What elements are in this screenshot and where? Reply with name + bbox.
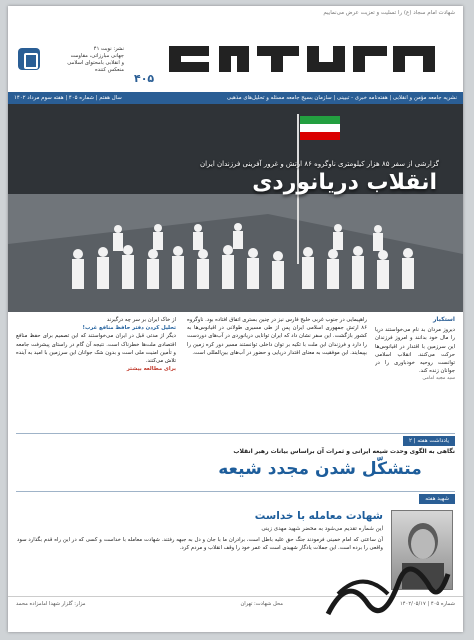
info-line: جهانی مبارزاتی، مقاومت bbox=[70, 53, 124, 59]
issue-date: سال هفتم | شماره ۴۰۵ | هفته سوم مرداد ۱۴۰۲ bbox=[14, 95, 122, 101]
column-left bbox=[16, 316, 176, 506]
footer-issue: شماره ۴۰۵ | ۱۴۰۲/۰۵/۱۷ bbox=[399, 601, 455, 607]
column-text: راهپیمایی در جنوب غربی خلیج فارس نیز در چنین بستری اتفاق افتاده بود. ناوگروه ۸۶ ارتش جمهوری اسلامی ایران پس از طی مسیری طولانی در اقیانوس‌ها به کشور بازگشت. این سفر نشان داد که ایران توانایی دریانوردی در آب‌های دوردست را دارد و فرزندان این ملت با تکیه بر توان داخلی توانستند مسیر دور کره زمین را بپیمایند. این موفقیت به معنای اقتدار دریایی و حضور در آب‌های بین‌المللی است. bbox=[187, 317, 367, 356]
info-line: و انقلابی بامحتوای اسلامی bbox=[67, 60, 124, 66]
newspaper-page bbox=[8, 6, 463, 632]
footer-place: محل شهادت: تهران bbox=[240, 601, 283, 607]
masthead-logo bbox=[159, 28, 449, 86]
column-middle bbox=[187, 316, 367, 431]
section-divider bbox=[16, 491, 455, 492]
read-more-link[interactable]: برای مطالعه بیشتر bbox=[126, 366, 176, 373]
hero-photo bbox=[8, 104, 463, 312]
hero-kicker: گزارشی از سفر ۸۵ هزار کیلومتری ناوگروه ۸۶ ارتش و غرور آفرینی فرزندان ایران bbox=[199, 160, 439, 168]
section-tag-note: یادداشت هفته | ۲ bbox=[403, 436, 455, 446]
footer-burial: مزار: گلزار شهدا امامزاده محمد bbox=[16, 601, 86, 607]
author-signature: سید مجید امامی bbox=[422, 376, 455, 382]
note-title: متشکّل شدن مجدد شیعه bbox=[218, 459, 422, 479]
publisher-info bbox=[46, 46, 124, 74]
martyr-story-title: شهادت معامله با خداست bbox=[254, 510, 383, 522]
martyr-story-text: آن ساعتی که امام خمینی فرمودند جنگ حق علیه باطل است، برادران ما با جان و دل به جبهه رفتند. شهادت معامله با خداست و کسی که در این راه قدم بگذارد سود واقعی را برده است. این جملات یادگار شهیدی است که عمر خود را وقف انقلاب و مردم کرد. bbox=[17, 537, 383, 551]
note-subtitle: نگاهی به الگوی وحدت شیعه ایرانی و ثمرات آن براساس بیانات رهبر انقلاب bbox=[233, 448, 455, 455]
column-text: دیگر از مدتی قبل در ایران می‌خواستند که این تصمیم برای حفظ منافع اقتصادی ملت‌ها خطرناک است. نتیجه آن گام در راستای پیشرفت جامعه و تأمین امنیت ملی است و بدون شک جوانان این سرزمین با امید به آینده تلاش می‌کنند. bbox=[16, 333, 176, 365]
issue-number: ۴۰۵ bbox=[134, 72, 155, 85]
watermark-logo bbox=[308, 534, 458, 632]
column-right bbox=[375, 316, 455, 431]
info-line: منعکس کننده bbox=[94, 67, 124, 73]
section-tag-martyr: شهید هفته bbox=[419, 494, 455, 504]
hero-title: انقلاب دریانوردی bbox=[252, 170, 437, 195]
info-line: نشر: نوبت ۴۱ bbox=[93, 46, 124, 52]
martyr-story-subtitle: این شماره تقدیم می‌شود به محضر شهید مهدی زینی bbox=[261, 526, 383, 532]
info-bar bbox=[8, 92, 463, 104]
top-notice: شهادت امام سجاد (ع) را تسلیت و تعزیت عرض می‌نماییم bbox=[323, 10, 455, 16]
column-heading: استکبار bbox=[432, 316, 455, 323]
publisher-icon bbox=[18, 48, 40, 70]
section-divider bbox=[16, 433, 455, 434]
column-intro: از خاک ایران بر سر چه درگیرند bbox=[106, 317, 176, 323]
navy-ship-illustration bbox=[8, 104, 463, 312]
masthead bbox=[8, 18, 463, 90]
column-highlight: تحلیل کردن دفتر حافظ منافع غرب! bbox=[82, 325, 176, 332]
column-text: دیروز مردان بد نام می‌خواستند دریا را مال خود بدانند و امروز فرزندان این سرزمین با اقتدار در اقیانوس‌ها حرکت می‌کنند. انقلاب اسلامی توانست روحیه خودباوری را در جوانان زنده کند. bbox=[375, 327, 455, 375]
info-bar-text: نشریه جامعه مؤمن و انقلابی | هفته‌نامه خبری - تبیینی | سازمان بسیج جامعه مسئله و تحلیل‌های مذهبی bbox=[226, 95, 457, 101]
